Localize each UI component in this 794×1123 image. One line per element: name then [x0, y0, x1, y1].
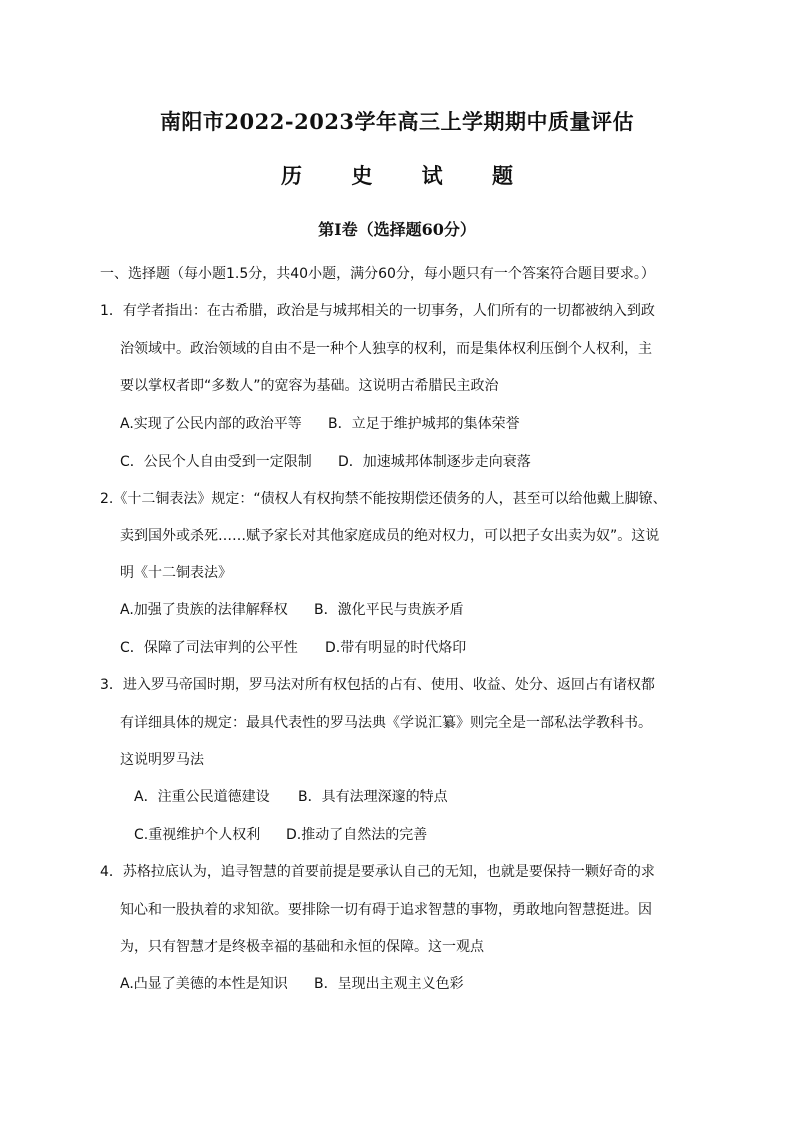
option-d: D.带有明显的时代烙印 [325, 640, 467, 656]
option-d: D.推动了自然法的完善 [286, 827, 428, 843]
question-2-options-row-2 [120, 638, 466, 658]
question-2-options-row-1 [120, 600, 464, 620]
option-b: B．具有法理深邃的特点 [298, 789, 448, 805]
question-1-options-row-1 [120, 414, 520, 434]
option-a: A.凸显了美德的本性是知识 [120, 976, 288, 992]
section-title: 第Ⅰ卷（选择题60分） [318, 220, 476, 239]
option-b: B．激化平民与贵族矛盾 [314, 602, 464, 618]
instructions: 一、选择题（每小题1.5分，共40小题，满分60分，每小题只有一个答案符合题目要求。） [100, 266, 655, 282]
question-1-stem-line-1: 1．有学者指出：在古希腊，政治是与城邦相关的一切事务，人们所有的一切都被纳入到政 [100, 303, 655, 319]
question-4-options-row-1 [120, 974, 464, 994]
question-2-stem-line-3: 明《十二铜表法》 [120, 565, 232, 581]
question-2-stem-line-2: 卖到国外或杀死……赋予家长对其他家庭成员的绝对权力，可以把子女出卖为奴”。这说 [120, 528, 660, 544]
question-3-stem-line-2: 有详细具体的规定：最具代表性的罗马法典《学说汇纂》则完全是一部私法学教科书。 [120, 715, 652, 731]
question-1-stem-line-2: 治领域中。政治领域的自由不是一种个人独享的权利，而是集体权利压倒个人权利，主 [120, 341, 652, 357]
option-c: C．公民个人自由受到一定限制 [120, 454, 312, 470]
question-1-stem-line-3: 要以掌权者即“多数人”的宽容为基础。这说明古希腊民主政治 [120, 378, 499, 394]
question-3-options-row-1 [134, 787, 448, 807]
option-a: A.实现了公民内部的政治平等 [120, 416, 302, 432]
option-b: B．立足于维护城邦的集体荣誉 [328, 416, 520, 432]
subject-title: 历 史 试 题 [281, 163, 527, 188]
question-1-options-row-2 [120, 452, 531, 472]
option-c: C．保障了司法审判的公平性 [120, 640, 298, 656]
option-a: A．注重公民道德建设 [134, 789, 270, 805]
question-4-stem-line-3: 为，只有智慧才是终极幸福的基础和永恒的保障。这一观点 [120, 939, 484, 955]
question-3-stem-line-3: 这说明罗马法 [120, 752, 204, 768]
question-2-stem-line-1: 2.《十二铜表法》规定：“债权人有权拘禁不能按期偿还债务的人，甚至可以给他戴上脚镣、 [100, 491, 667, 507]
option-c: C.重视维护个人权利 [134, 827, 261, 843]
option-a: A.加强了贵族的法律解释权 [120, 602, 288, 618]
option-d: D．加速城邦体制逐步走向衰落 [338, 454, 531, 470]
question-3-options-row-2 [134, 825, 427, 845]
question-3-stem-line-1: 3．进入罗马帝国时期，罗马法对所有权包括的占有、使用、收益、处分、返回占有诸权都 [100, 677, 655, 693]
question-4-stem-line-1: 4．苏格拉底认为，追寻智慧的首要前提是要承认自己的无知，也就是要保持一颗好奇的求 [100, 864, 655, 880]
option-b: B．呈现出主观主义色彩 [314, 976, 464, 992]
exam-title: 南阳市2022-2023学年高三上学期期中质量评估 [159, 109, 635, 134]
question-4-stem-line-2: 知心和一股执着的求知欲。要排除一切有碍于追求智慧的事物，勇敢地向智慧挺进。因 [120, 902, 652, 918]
